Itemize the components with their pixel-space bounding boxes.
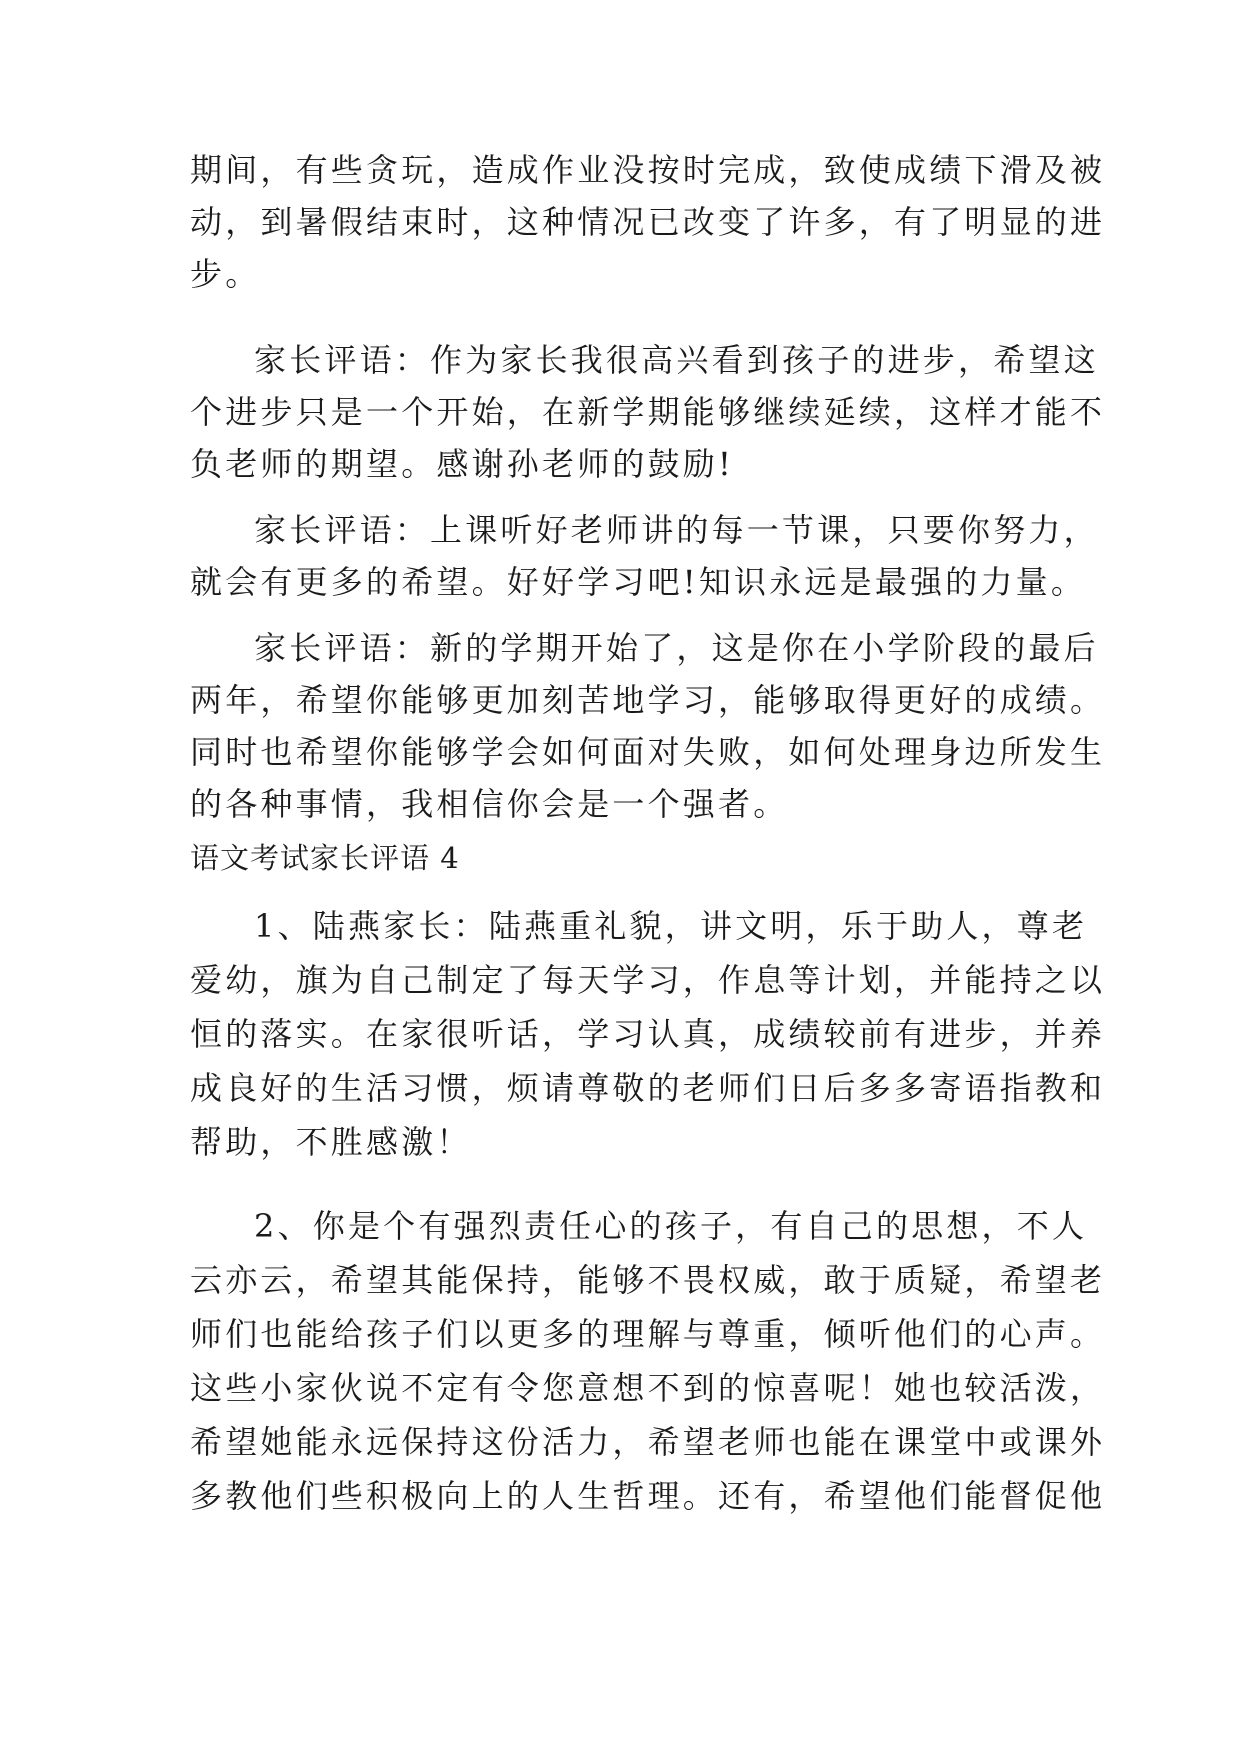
text-line: 同时也希望你能够学会如何面对失败，如何处理身边所发生 [190, 733, 1106, 771]
text-line: 云亦云，希望其能保持，能够不畏权威，敢于质疑，希望老 [190, 1261, 1106, 1299]
text-line: 就会有更多的希望。好好学习吧!知识永远是最强的力量。 [190, 563, 1087, 601]
text-line: 动，到暑假结束时，这种情况已改变了许多，有了明显的进 [190, 203, 1106, 241]
text-line: 步。 [190, 255, 261, 293]
text-line: 多教他们些积极向上的人生哲理。还有，希望他们能督促他 [190, 1477, 1106, 1515]
text-line: 家长评语：作为家长我很高兴看到孩子的进步，希望这 [254, 341, 1099, 379]
text-line: 这些小家伙说不定有令您意想不到的惊喜呢！她也较活泼， [190, 1369, 1106, 1407]
text-line: 恒的落实。在家很听话，学习认真，成绩较前有进步，并养 [190, 1015, 1106, 1053]
text-line: 师们也能给孩子们以更多的理解与尊重，倾听他们的心声。 [190, 1315, 1106, 1353]
text-line: 两年，希望你能够更加刻苦地学习，能够取得更好的成绩。 [190, 681, 1106, 719]
text-line: 希望她能永远保持这份活力，希望老师也能在课堂中或课外 [190, 1423, 1106, 1461]
text-line: 的各种事情，我相信你会是一个强者。 [190, 785, 789, 823]
text-line: 家长评语：上课听好老师讲的每一节课，只要你努力， [254, 511, 1099, 549]
text-line: 家长评语：新的学期开始了，这是你在小学阶段的最后 [254, 629, 1099, 667]
text-line: 2、你是个有强烈责任心的孩子，有自己的思想，不人 [254, 1207, 1088, 1245]
text-line: 个进步只是一个开始，在新学期能够继续延续，这样才能不 [190, 393, 1106, 431]
text-line: 成良好的生活习惯，烦请尊敬的老师们日后多多寄语指教和 [190, 1069, 1106, 1107]
text-line: 帮助，不胜感激！ [190, 1123, 472, 1161]
text-line: 爱幼，旗为自己制定了每天学习，作息等计划，并能持之以 [190, 961, 1106, 999]
section-heading: 语文考试家长评语 4 [190, 841, 460, 875]
text-line: 1、陆燕家长：陆燕重礼貌，讲文明，乐于助人，尊老 [254, 907, 1088, 945]
text-line: 期间，有些贪玩，造成作业没按时完成，致使成绩下滑及被 [190, 151, 1106, 189]
text-line: 负老师的期望。感谢孙老师的鼓励! [190, 445, 735, 483]
